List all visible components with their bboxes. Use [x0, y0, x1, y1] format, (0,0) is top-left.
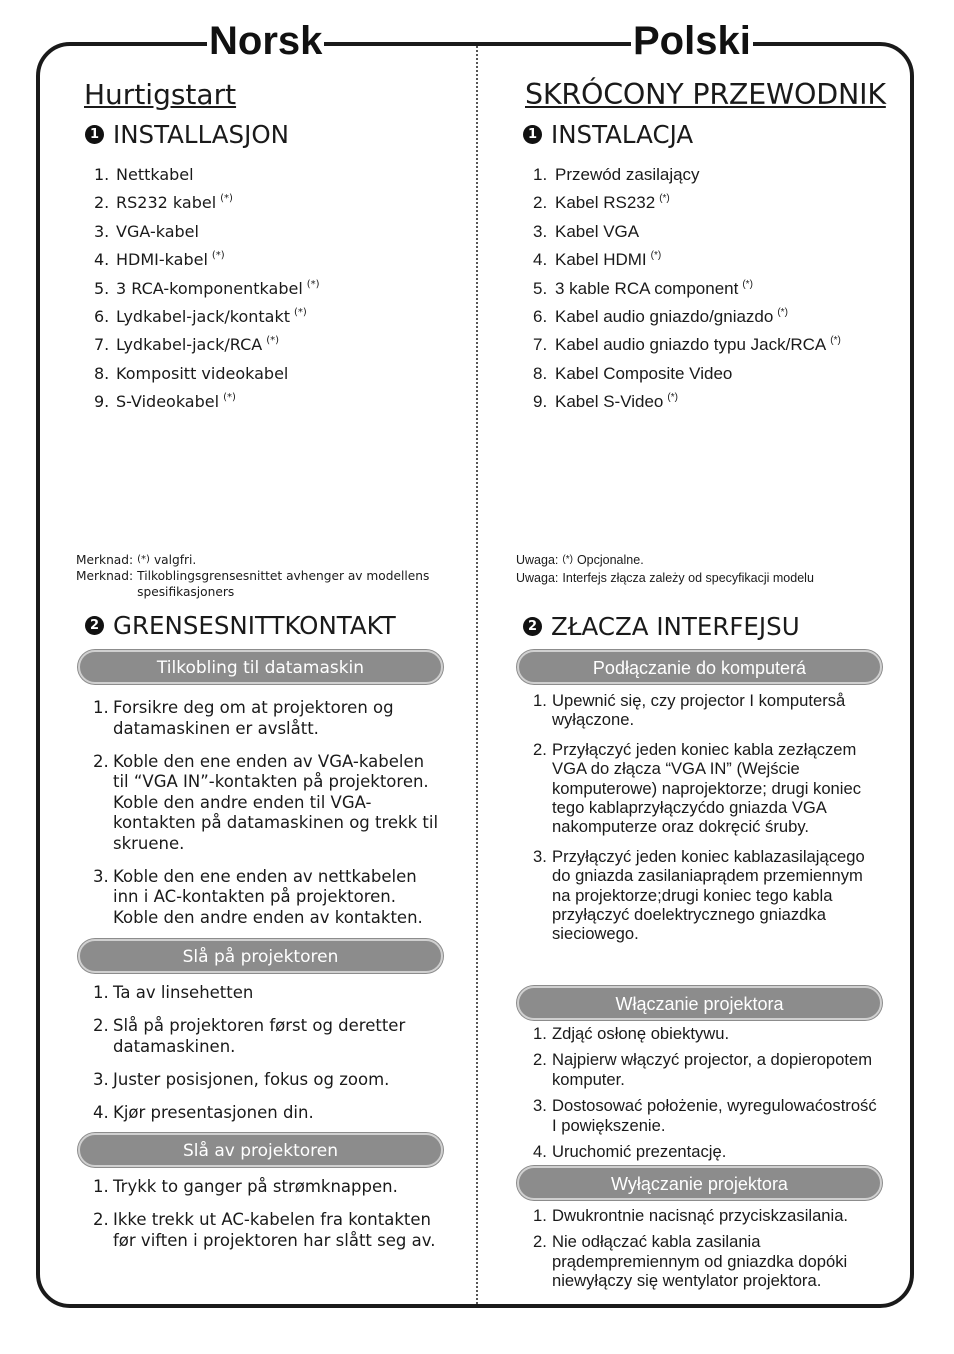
- note-row: Uwaga: (*) Opcjonalne.: [516, 553, 644, 567]
- section-heading: ZŁACZA INTERFEJSU: [551, 612, 800, 641]
- section-interface-polski: [523, 612, 800, 641]
- connect-steps-norsk: [93, 698, 443, 928]
- subheading-power-off: Wyłączanie projektora: [517, 1166, 882, 1200]
- page-title-norsk: Hurtigstart: [84, 78, 237, 111]
- list-item: 2. Koble den ene enden av VGA-kabelen til “VGA IN”-kontakten på projektoren. Koble den andre enden til VGA-kontakten på datamaskinen og trekk til skruene.: [93, 751, 439, 853]
- notes-norsk: [76, 552, 461, 600]
- list-item: 3. Dostosować położenie, wyregulowaćostrość I powiększenie.: [533, 1096, 877, 1135]
- list-item: 3. Kabel VGA: [533, 221, 640, 241]
- power-off-steps-polski: [533, 1206, 883, 1291]
- list-item: 2. Ikke trekk ut AC-kabelen fra kontakten før viften i projektoren har slått seg av.: [93, 1210, 436, 1250]
- subheading-power-on: Włączanie projektora: [517, 986, 882, 1020]
- list-item: 4. Kjør presentasjonen din.: [93, 1102, 314, 1122]
- section-heading: INSTALACJA: [551, 120, 694, 149]
- column-divider: [476, 46, 478, 1304]
- list-item: 2. RS232 kabel (*): [94, 193, 233, 213]
- list-item: 1. Przewód zasilający: [533, 165, 700, 184]
- subheading-connect-computer: Podłączanie do komputerá: [517, 650, 882, 684]
- list-item: 3. Koble den ene enden av nettkabelen inn i AC-kontakten på projektoren. Koble den andre enden av kontakten.: [93, 866, 423, 927]
- list-item: 6. Lydkabel-jack/kontakt (*): [94, 306, 307, 326]
- connect-steps-polski: [533, 691, 883, 944]
- installation-list-polski: [533, 165, 841, 421]
- section-installation-polski: [523, 120, 693, 149]
- list-item: 4. HDMI-kabel (*): [94, 250, 225, 270]
- list-item: 1. Forsikre deg om at projektoren og datamaskinen er avslått.: [93, 698, 394, 738]
- list-item: 9. Kabel S-Video (*): [533, 392, 678, 412]
- list-item: 6. Kabel audio gniazdo/gniazdo (*): [533, 306, 788, 326]
- list-item: 8. Kabel Composite Video: [533, 363, 733, 383]
- section-heading: GRENSESNITTKONTAKT: [113, 611, 396, 640]
- note-row: Merknad: (*) valgfri.: [76, 553, 197, 567]
- list-item: 1. Nettkabel: [94, 165, 194, 184]
- section-interface-norsk: [85, 611, 396, 640]
- list-item: 4. Uruchomić prezentację.: [533, 1142, 727, 1162]
- note-row: Uwaga: Interfejs złącza zależy od specyfikacji modelu: [516, 571, 814, 585]
- notes-polski: [516, 552, 901, 586]
- list-item: 9. S-Videokabel (*): [94, 392, 236, 412]
- section-installation-norsk: [85, 120, 289, 149]
- list-item: 8. Kompositt videokabel: [94, 363, 289, 383]
- subheading-power-off: Slå av projektoren: [78, 1133, 443, 1167]
- installation-list-norsk: [94, 165, 320, 421]
- list-item: 4. Kabel HDMI (*): [533, 250, 662, 270]
- number-2-icon: 2: [85, 616, 104, 635]
- list-item: 2. Nie odłączać kabla zasilania prądempremiennym od gniazdka dopóki niewyłączy się wentylator projektora.: [533, 1232, 848, 1291]
- list-item: 3. VGA-kabel: [94, 221, 199, 241]
- subheading-connect-computer: Tilkobling til datamaskin: [78, 650, 443, 684]
- list-item: 3. Przyłączyć jeden koniec kablazasilającego do gniazda zasilaniaprądem przemiennym na projektorze;drugi koniec tego kabla przyłączyć doelektrycznego gniazdka sieciowego.: [533, 846, 865, 944]
- number-1-icon: 1: [85, 125, 104, 144]
- list-item: 1. Ta av linsehetten: [93, 983, 254, 1002]
- power-off-steps-norsk: [93, 1177, 443, 1251]
- list-item: 2. Slå på projektoren først og deretter datamaskinen.: [93, 1016, 406, 1056]
- list-item: 2. Najpierw włączyć projector, a dopieropotem komputer.: [533, 1050, 873, 1089]
- language-label-polski: Polski: [633, 19, 751, 63]
- subheading-power-on: Slå på projektoren: [78, 939, 443, 973]
- list-item: 2. Przyłączyć jeden koniec kabla zezłączem VGA do złącza “VGA IN” (Wejście komputerowe) naprojektorze; drugi koniec tego kablaprzyłączyćdo gniazda VGA nakomputerze oraz dokręcić śruby.: [533, 739, 861, 837]
- language-label-norsk: Norsk: [209, 19, 323, 63]
- list-item: 7. Kabel audio gniazdo typu Jack/RCA (*): [533, 335, 841, 355]
- power-on-steps-polski: [533, 1024, 883, 1161]
- list-item: 5. 3 RCA-komponentkabel (*): [94, 278, 320, 298]
- number-1-icon: 1: [523, 125, 542, 144]
- list-item: 7. Lydkabel-jack/RCA (*): [94, 335, 280, 355]
- power-on-steps-norsk: [93, 983, 443, 1123]
- list-item: 3. Juster posisjonen, fokus og zoom.: [93, 1069, 390, 1089]
- list-item: 1. Dwukrontnie nacisnąć przyciskzasilania.: [533, 1206, 849, 1225]
- list-item: 1. Trykk to ganger på strømknappen.: [93, 1177, 398, 1196]
- list-item: 1. Upewnić się, czy projector I komputerså wyłączone.: [533, 691, 846, 730]
- page-title-polski: SKRÓCONY PRZEWODNIK: [525, 78, 886, 111]
- number-2-icon: 2: [523, 617, 542, 636]
- note-row: Merknad: Tilkoblingsgrensesnittet avhenger av modellens spesifikasjoners: [76, 569, 430, 599]
- list-item: 1. Zdjąć osłonę obiektywu.: [533, 1024, 730, 1043]
- list-item: 5. 3 kable RCA component (*): [533, 278, 753, 298]
- list-item: 2. Kabel RS232 (*): [533, 193, 670, 213]
- section-heading: INSTALLASJON: [113, 120, 289, 149]
